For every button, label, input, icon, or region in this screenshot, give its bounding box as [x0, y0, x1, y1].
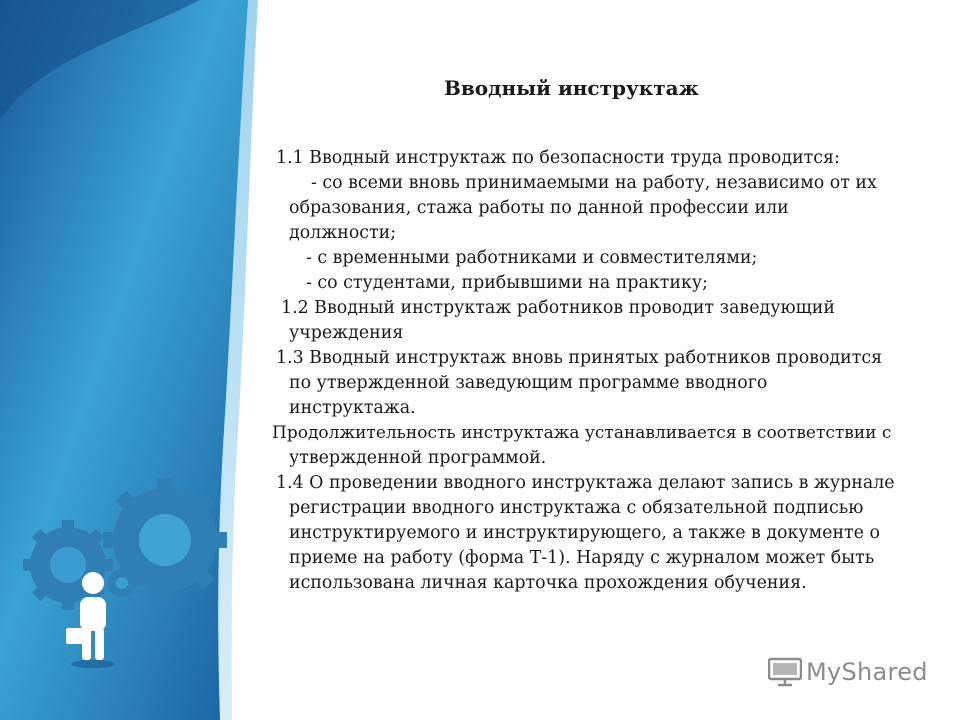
text-line: утвержденной программой.: [289, 448, 547, 468]
text-line: 1.2 Вводный инструктаж работников проводит заведующий: [281, 298, 835, 318]
text-line: инструктируемого и инструктирующего, а также в документе о: [289, 523, 880, 543]
text-line: учреждения: [289, 323, 404, 343]
myshared-logo: [768, 657, 928, 687]
text-line: по утвержденной заведующим программе вводного: [289, 373, 768, 393]
text-line: использована личная карточка прохождения обучения.: [289, 573, 807, 593]
text-line: должности;: [289, 223, 397, 243]
text-line: 1.4 О проведении вводного инструктажа делают запись в журнале: [276, 473, 895, 493]
text-line: регистрации вводного инструктажа с обязательной подписью: [289, 498, 864, 518]
text-line: Продолжительность инструктажа устанавливается в соответствии с: [272, 423, 892, 443]
text-line: - со всеми вновь принимаемыми на работу, независимо от их: [311, 173, 877, 193]
text-line: 1.1 Вводный инструктаж по безопасности труда проводится:: [276, 148, 840, 168]
text-line: инструктажа.: [289, 398, 416, 418]
logo-text: MyShared: [806, 658, 928, 686]
presentation-board-icon: [768, 657, 802, 687]
text-line: образования, стажа работы по данной профессии или: [289, 198, 789, 218]
text-line: - с временными работниками и совместителями;: [306, 248, 758, 268]
text-line: приеме на работу (форма Т-1). Наряду с журналом может быть: [289, 548, 875, 568]
text-line: - со студентами, прибывшими на практику;: [306, 273, 708, 293]
slide-title: Вводный инструктаж: [444, 76, 699, 100]
text-line: 1.3 Вводный инструктаж вновь принятых работников проводится: [276, 348, 883, 368]
